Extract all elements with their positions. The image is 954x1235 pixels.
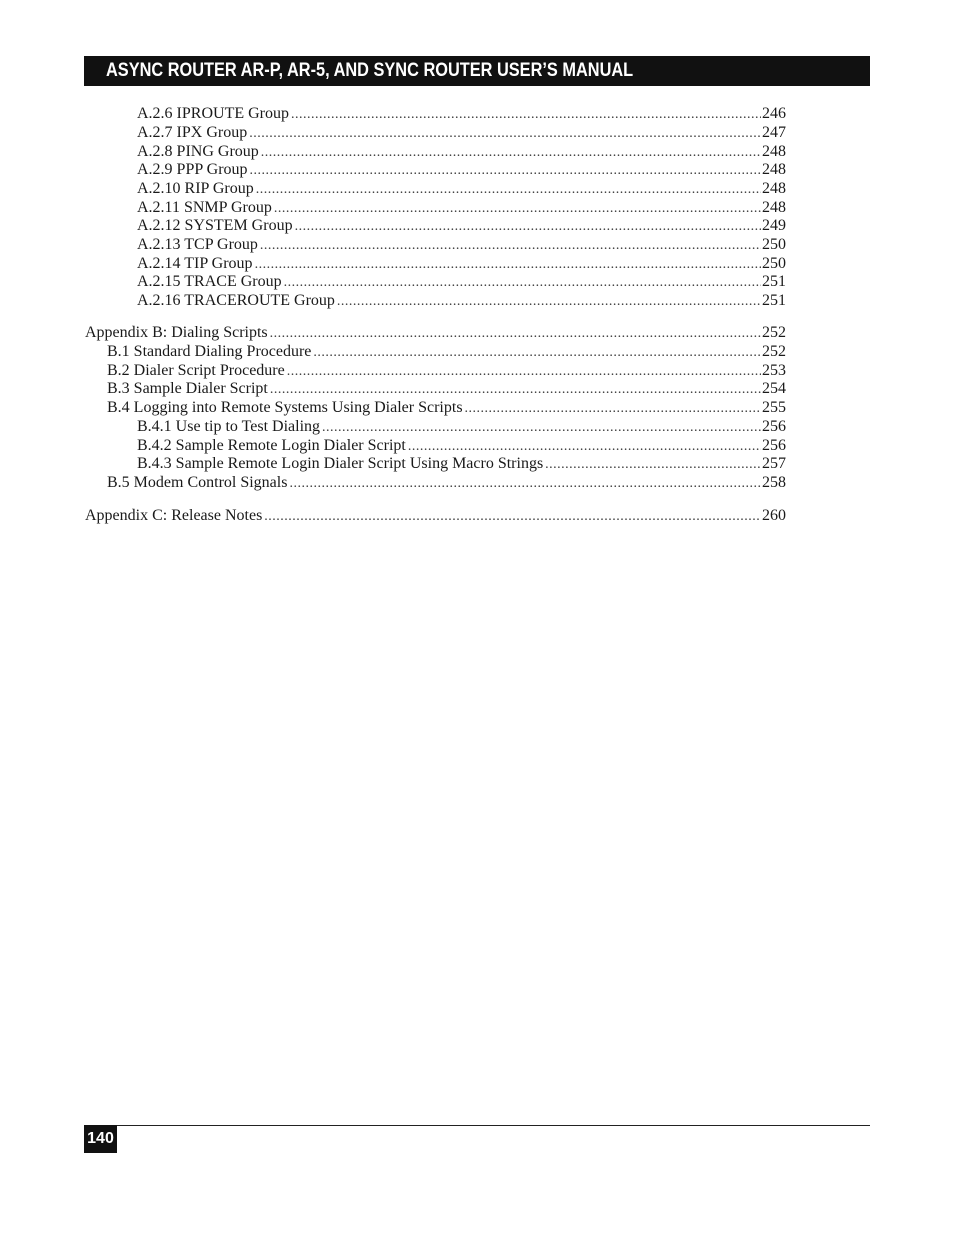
toc-entry-label: B.2 Dialer Script Procedure	[107, 362, 285, 379]
toc-entry-label: B.4.1 Use tip to Test Dialing	[137, 418, 321, 435]
toc-entry-label: A.2.9 PPP Group	[137, 161, 248, 178]
leader-dots	[250, 161, 761, 180]
toc-entry-page: 246	[762, 105, 786, 122]
toc-entry[interactable]	[137, 454, 786, 473]
toc-entry-label: B.1 Standard Dialing Procedure	[107, 343, 312, 360]
leader-dots	[295, 217, 761, 236]
toc-entry[interactable]	[107, 398, 786, 417]
toc-entry[interactable]	[137, 160, 786, 179]
leader-dots	[465, 399, 761, 418]
leader-dots	[322, 418, 761, 437]
toc-entry-label: A.2.16 TRACEROUTE Group	[137, 292, 335, 309]
toc-entry-page: 248	[762, 161, 786, 178]
leader-dots	[270, 380, 761, 399]
leader-dots	[291, 105, 761, 124]
leader-dots	[284, 273, 761, 292]
toc-entry-page: 250	[762, 255, 786, 272]
leader-dots	[270, 324, 761, 343]
toc-entry[interactable]	[137, 436, 786, 455]
toc-entry-page: 248	[762, 180, 786, 197]
toc-entry-label: B.4.3 Sample Remote Login Dialer Script Using Macro Strings	[137, 455, 544, 472]
toc-entry[interactable]	[137, 142, 786, 161]
toc-entry-label: B.3 Sample Dialer Script	[107, 380, 268, 397]
toc-entry[interactable]	[137, 104, 786, 123]
toc-entry[interactable]	[137, 254, 786, 273]
toc-entry[interactable]	[137, 198, 786, 217]
toc-entry-page: 256	[762, 418, 786, 435]
toc-entry-label: A.2.13 TCP Group	[137, 236, 258, 253]
toc-entry[interactable]	[107, 342, 786, 361]
toc-entry[interactable]	[137, 123, 786, 142]
toc-entry-label: A.2.6 IPROUTE Group	[137, 105, 289, 122]
toc-entry-label: B.4 Logging into Remote Systems Using Dialer Scripts	[107, 399, 463, 416]
toc-entry[interactable]	[107, 473, 786, 492]
toc-entry-page: 248	[762, 143, 786, 160]
leader-dots	[264, 507, 761, 526]
toc-entry-label: Appendix C: Release Notes	[85, 507, 263, 524]
leader-dots	[337, 292, 761, 311]
toc-entry[interactable]	[137, 179, 786, 198]
toc-entry-appendix[interactable]	[85, 323, 786, 342]
toc-entry[interactable]	[107, 379, 786, 398]
toc-entry-page: 252	[762, 324, 786, 341]
toc-entry-appendix[interactable]	[85, 506, 786, 525]
toc-entry[interactable]	[137, 417, 786, 436]
footer-rule	[84, 1125, 870, 1126]
manual-title: ASYNC ROUTER AR-P, AR-5, AND SYNC ROUTER USER’S MANUAL	[106, 60, 634, 81]
toc-entry-page: 258	[762, 474, 786, 491]
toc-entry-page: 256	[762, 437, 786, 454]
leader-dots	[260, 236, 761, 255]
leader-dots	[313, 343, 761, 362]
toc-entry-label: A.2.15 TRACE Group	[137, 273, 282, 290]
toc-entry-label: A.2.12 SYSTEM Group	[137, 217, 293, 234]
toc-entry-page: 250	[762, 236, 786, 253]
leader-dots	[545, 455, 761, 474]
toc-entry[interactable]	[137, 235, 786, 254]
toc-entry[interactable]	[137, 272, 786, 291]
toc-entry-label: B.4.2 Sample Remote Login Dialer Script	[137, 437, 406, 454]
page-number: 140	[84, 1125, 117, 1153]
toc-entry-page: 255	[762, 399, 786, 416]
toc-entry[interactable]	[137, 216, 786, 235]
toc-entry-page: 254	[762, 380, 786, 397]
toc-entry-page: 249	[762, 217, 786, 234]
toc-entry-page: 251	[762, 273, 786, 290]
toc-entry-page: 257	[762, 455, 786, 472]
toc-entry-page: 247	[762, 124, 786, 141]
toc-entry-label: A.2.8 PING Group	[137, 143, 259, 160]
toc-entry-page: 252	[762, 343, 786, 360]
toc-entry[interactable]	[107, 361, 786, 380]
leader-dots	[289, 474, 761, 493]
leader-dots	[256, 180, 761, 199]
toc-entry-label: A.2.14 TIP Group	[137, 255, 253, 272]
toc-entry[interactable]	[137, 291, 786, 310]
leader-dots	[249, 124, 761, 143]
toc-entry-page: 251	[762, 292, 786, 309]
toc-entry-label: A.2.11 SNMP Group	[137, 199, 272, 216]
toc-entry-label: Appendix B: Dialing Scripts	[85, 324, 268, 341]
toc-entry-page: 253	[762, 362, 786, 379]
toc-entry-label: A.2.10 RIP Group	[137, 180, 254, 197]
toc-entry-page: 260	[762, 507, 786, 524]
toc-entry-label: B.5 Modem Control Signals	[107, 474, 288, 491]
toc-entry-label: A.2.7 IPX Group	[137, 124, 248, 141]
toc-entry-page: 248	[762, 199, 786, 216]
